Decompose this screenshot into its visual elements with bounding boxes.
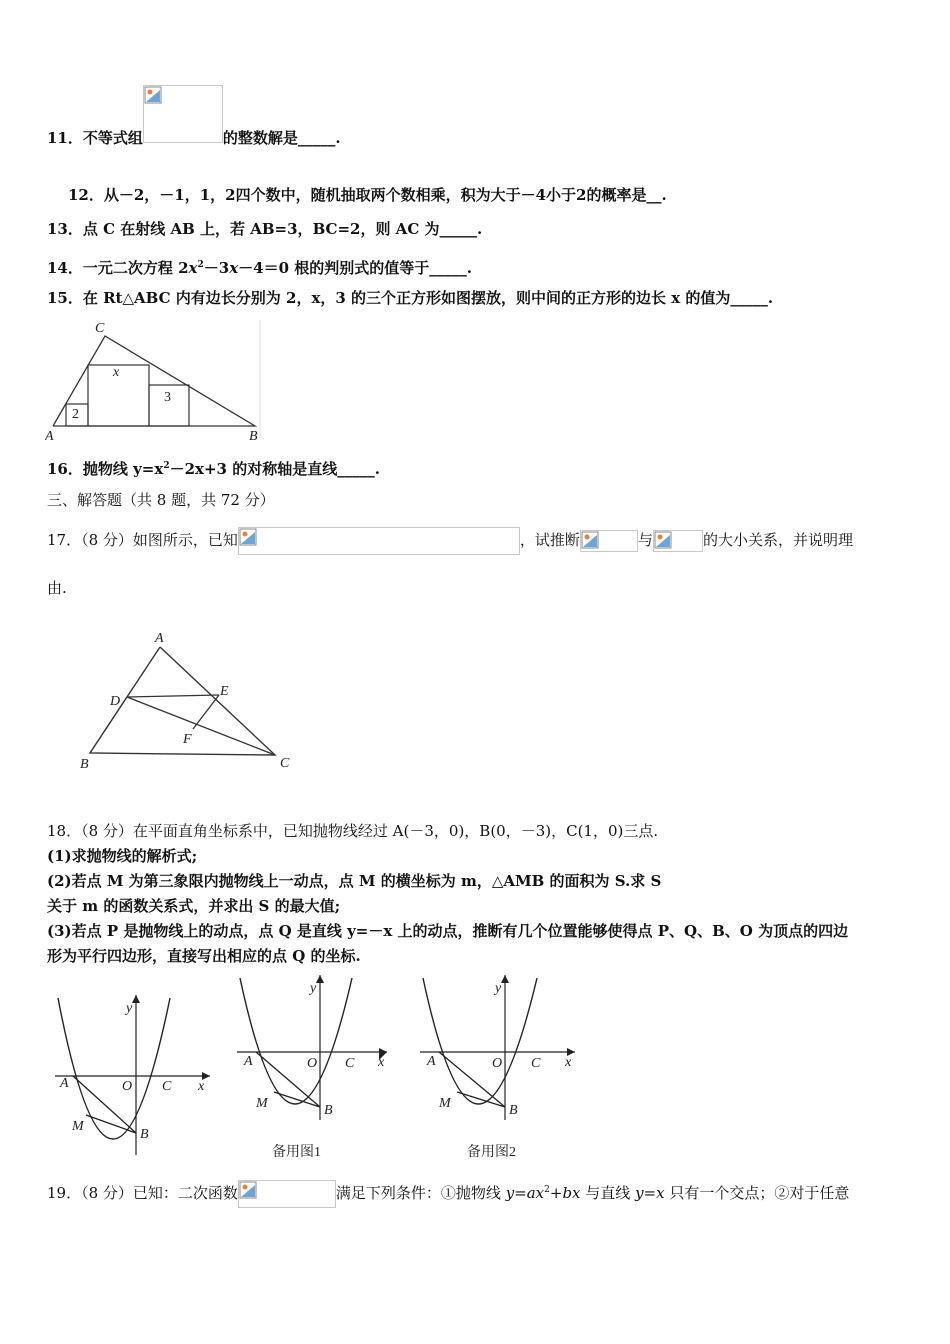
figure-18-spare-1: [232, 970, 392, 1165]
question-18-line5: (3)若点 P 是抛物线上的动点，点 Q 是直线 y=－x 上的动点，推断有几个位置能够使得点 P、Q、B、O 为顶点的四边: [47, 922, 849, 940]
question-19: [47, 1180, 849, 1208]
label-m: M: [256, 1096, 268, 1111]
q17-angle2-image: [653, 530, 703, 552]
q14-post: －4＝0 根的判别式的值等于_____.: [238, 259, 472, 277]
q17-mid1: ，试推断: [519, 531, 580, 549]
segment-dc: [127, 697, 275, 755]
q17-post: 的大小关系，并说明理: [702, 531, 853, 549]
question-11: [47, 125, 341, 153]
q17-angle1-image: [580, 530, 638, 552]
question-18-line2: (1)求抛物线的解析式;: [47, 847, 198, 865]
caption-spare-2: 备用图2: [467, 1145, 516, 1160]
question-18-line1: 18．（8 分）在平面直角坐标系中，已知抛物线经过 A(－3，0)，B(0，－3)，C(1，0)三点.: [47, 822, 659, 840]
question-18-line6: 形为平行四边形，直接写出相应的点 Q 的坐标.: [47, 947, 361, 965]
question-17-cont: 由.: [47, 579, 67, 597]
question-17: [47, 527, 853, 555]
q19-sup: 2: [544, 1185, 550, 1195]
q16-sup: 2: [163, 461, 170, 471]
label-o: O: [492, 1056, 503, 1071]
label-c: C: [95, 321, 105, 336]
label-b: B: [509, 1103, 518, 1118]
label-2: 2: [72, 407, 79, 422]
label-e: E: [220, 684, 229, 699]
label-b: B: [80, 757, 89, 772]
broken-image-icon: [144, 86, 162, 104]
label-o: O: [307, 1056, 318, 1071]
question-18-line3: (2)若点 M 为第三象限内抛物线上一动点，点 M 的横坐标为 m，△AMB 的面积为 S.求 S: [47, 872, 662, 890]
section-3-heading: 三、解答题（共 8 题，共 72 分）: [47, 491, 275, 509]
label-c: C: [162, 1079, 172, 1094]
label-a: A: [155, 631, 164, 646]
label-y: y: [495, 981, 502, 996]
broken-image-icon: [239, 528, 257, 546]
label-x: x: [378, 1055, 385, 1070]
q19-mid2: 与直线: [580, 1184, 636, 1202]
q17-pre: 17．（8 分）如图所示，已知: [47, 531, 238, 549]
question-13: 13．点 C 在射线 AB 上，若 AB=3，BC=2，则 AC 为_____.: [47, 220, 483, 238]
question-15: 15．在 Rt△ABC 内有边长分别为 2，x，3 的三个正方形如图摆放，则中间的正方形的边长 x 的值为_____.: [47, 289, 774, 307]
label-m: M: [439, 1096, 451, 1111]
q14-var1: x: [188, 259, 198, 277]
broken-image-icon: [581, 531, 599, 549]
label-c: C: [280, 756, 290, 771]
label-a: A: [427, 1054, 436, 1069]
q11-text-post: 的整数解是_____.: [222, 129, 341, 147]
q14-var2: x: [229, 259, 239, 277]
question-16: [47, 456, 380, 479]
q19-eq1: y=ax: [505, 1184, 545, 1202]
parabola: [58, 998, 170, 1139]
q16-pre: 16．抛物线 y=x: [47, 460, 164, 478]
broken-image-icon: [654, 531, 672, 549]
triangle-abc: [53, 336, 255, 426]
q19-pre: 19．（8 分）已知：二次函数: [47, 1184, 238, 1202]
figure-18-spare-2: [415, 970, 580, 1165]
label-c: C: [531, 1056, 541, 1071]
label-a: A: [60, 1076, 69, 1091]
figure-18-main: [50, 990, 215, 1160]
label-d: D: [110, 694, 121, 709]
label-x: x: [565, 1055, 572, 1070]
figure-15-triangle: [45, 318, 265, 446]
broken-image-icon: [239, 1181, 257, 1199]
q19-function-image: [238, 1180, 336, 1208]
label-x: x: [113, 365, 120, 380]
q19-eq3: y=x: [635, 1184, 665, 1202]
question-14: [47, 255, 472, 278]
figure-17-triangle: [75, 625, 305, 775]
q19-post: 只有一个交点；②对于任意: [664, 1184, 850, 1202]
q19-eq2: +bx: [549, 1184, 581, 1202]
label-3: 3: [164, 390, 171, 405]
q17-given-image: [238, 527, 520, 555]
q11-formula-image: [143, 85, 223, 143]
q17-mid2: 与: [637, 531, 653, 549]
label-y: y: [310, 981, 317, 996]
label-c: C: [345, 1056, 355, 1071]
label-y: y: [126, 1001, 133, 1016]
label-b: B: [324, 1103, 333, 1118]
q19-mid: 满足下列条件：①抛物线: [335, 1184, 506, 1202]
segment-ef: [193, 695, 219, 729]
label-b: B: [140, 1127, 149, 1142]
question-18-line4: 关于 m 的函数关系式，并求出 S 的最大值;: [47, 897, 341, 915]
q14-sup: 2: [197, 260, 204, 270]
segment-de: [127, 695, 219, 697]
caption-spare-1: 备用图1: [272, 1145, 321, 1160]
label-x: x: [198, 1079, 205, 1094]
q11-text-pre: 11．不等式组: [47, 129, 143, 147]
label-a: A: [45, 429, 54, 444]
label-b: B: [249, 429, 258, 444]
q14-pre: 14．一元二次方程 2: [47, 259, 189, 277]
q16-post: －2x+3 的对称轴是直线_____.: [169, 460, 380, 478]
label-a: A: [244, 1054, 253, 1069]
label-o: O: [122, 1079, 133, 1094]
label-f: F: [183, 732, 192, 747]
q14-mid: －3: [203, 259, 230, 277]
label-m: M: [72, 1119, 84, 1134]
question-12: 12．从－2，－1，1，2四个数中，随机抽取两个数相乘，积为大于－4小于2的概率是__.: [68, 186, 667, 204]
